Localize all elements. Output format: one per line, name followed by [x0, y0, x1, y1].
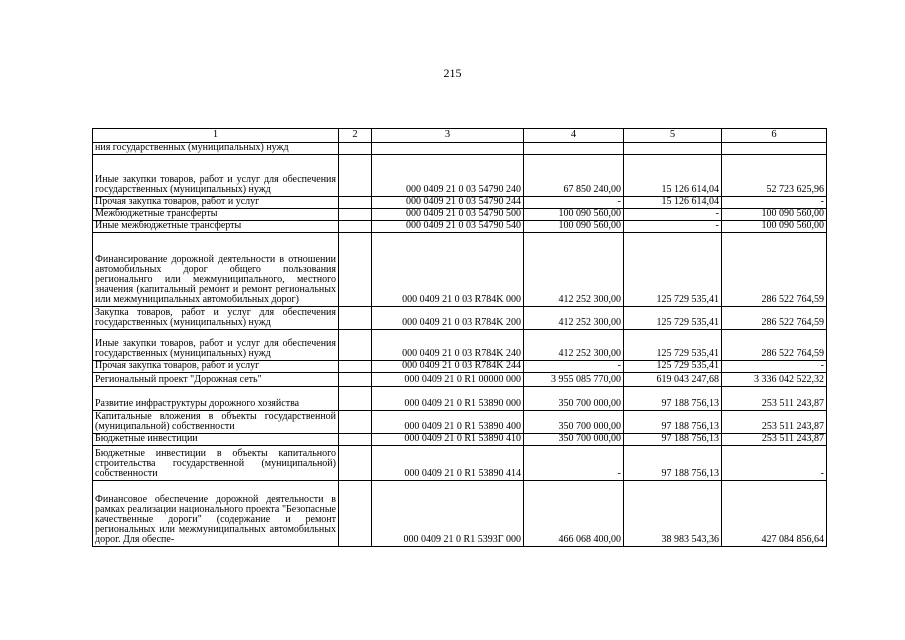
- row-col5-value: 125 729 535,41: [624, 233, 722, 307]
- row-column-2: [339, 197, 372, 209]
- row-column-2: [339, 387, 372, 411]
- row-column-2: [339, 330, 372, 361]
- table-row: [93, 307, 827, 330]
- row-col4-value: 67 850 240,00: [524, 155, 624, 197]
- row-column-2: [339, 481, 372, 547]
- row-col6-value: -: [722, 361, 827, 373]
- row-col5-value: 97 188 756,13: [624, 411, 722, 434]
- column-header: 4: [524, 129, 624, 143]
- row-budget-code: 000 0409 21 0 R1 5393Г 000: [372, 481, 524, 547]
- row-description: Бюджетные инвестиции: [93, 434, 339, 446]
- row-col4-value: 350 700 000,00: [524, 387, 624, 411]
- table-row: [93, 481, 827, 547]
- row-col4-value: [524, 143, 624, 155]
- row-col5-value: [624, 143, 722, 155]
- table-row: [93, 373, 827, 387]
- row-column-2: [339, 307, 372, 330]
- row-description: Иные закупки товаров, работ и услуг для обеспечения государственных (муниципальных) нужд: [93, 330, 339, 361]
- table-row: [93, 197, 827, 209]
- row-col5-value: -: [624, 209, 722, 221]
- row-col6-value: -: [722, 446, 827, 481]
- row-col6-value: 100 090 560,00: [722, 209, 827, 221]
- row-budget-code: 000 0409 21 0 03 R784K 240: [372, 330, 524, 361]
- row-budget-code: 000 0409 21 0 03 54790 540: [372, 221, 524, 233]
- table-row: [93, 155, 827, 197]
- row-col4-value: -: [524, 361, 624, 373]
- row-col4-value: -: [524, 446, 624, 481]
- budget-table: [92, 128, 827, 547]
- table-row: [93, 233, 827, 307]
- row-description: Капитальные вложения в объекты государственной (муниципальной) собственности: [93, 411, 339, 434]
- row-col6-value: -: [722, 197, 827, 209]
- row-col4-value: 100 090 560,00: [524, 209, 624, 221]
- table-row: [93, 361, 827, 373]
- row-col6-value: 100 090 560,00: [722, 221, 827, 233]
- row-description: Прочая закупка товаров, работ и услуг: [93, 361, 339, 373]
- table-row: [93, 221, 827, 233]
- row-column-2: [339, 221, 372, 233]
- row-budget-code: 000 0409 21 0 03 54790 240: [372, 155, 524, 197]
- row-description: Развитие инфраструктуры дорожного хозяйства: [93, 387, 339, 411]
- row-col6-value: 427 084 856,64: [722, 481, 827, 547]
- table-row: [93, 434, 827, 446]
- row-budget-code: 000 0409 21 0 R1 53890 414: [372, 446, 524, 481]
- row-col6-value: 52 723 625,96: [722, 155, 827, 197]
- table-row: [93, 387, 827, 411]
- row-col4-value: 350 700 000,00: [524, 434, 624, 446]
- column-header: 5: [624, 129, 722, 143]
- row-col6-value: 286 522 764,59: [722, 307, 827, 330]
- row-budget-code: 000 0409 21 0 R1 53890 000: [372, 387, 524, 411]
- row-budget-code: 000 0409 21 0 R1 53890 410: [372, 434, 524, 446]
- row-description: Закупка товаров, работ и услуг для обеспечения государственных (муниципальных) нужд: [93, 307, 339, 330]
- row-col6-value: 253 511 243,87: [722, 387, 827, 411]
- row-budget-code: [372, 143, 524, 155]
- row-col4-value: 412 252 300,00: [524, 307, 624, 330]
- table-header-row: [93, 129, 827, 143]
- table-row: [93, 330, 827, 361]
- row-description: Финансовое обеспечение дорожной деятельности в рамках реализации национального проекта "Безопасные качественные дороги" (содержание и ремонт региональных или межмуниципальных автомобильных дорог. Для обеспе-: [93, 481, 339, 547]
- column-header: 6: [722, 129, 827, 143]
- table-row: [93, 446, 827, 481]
- row-col6-value: 286 522 764,59: [722, 330, 827, 361]
- row-col4-value: 3 955 085 770,00: [524, 373, 624, 387]
- row-description: Финансирование дорожной деятельности в отношении автомобильных дорог общего пользования региональнго или межмуниципального, местного значения (капитальный ремонт и ремонт региональных или межмуниципальных автомобильных дорог): [93, 233, 339, 307]
- row-col5-value: 125 729 535,41: [624, 307, 722, 330]
- table-row: [93, 411, 827, 434]
- row-column-2: [339, 209, 372, 221]
- row-column-2: [339, 411, 372, 434]
- row-column-2: [339, 373, 372, 387]
- table-row: [93, 143, 827, 155]
- row-col5-value: 15 126 614,04: [624, 155, 722, 197]
- row-budget-code: 000 0409 21 0 03 54790 244: [372, 197, 524, 209]
- row-budget-code: 000 0409 21 0 R1 53890 400: [372, 411, 524, 434]
- row-col5-value: 125 729 535,41: [624, 330, 722, 361]
- row-description: Региональный проект "Дорожная сеть": [93, 373, 339, 387]
- row-col5-value: -: [624, 221, 722, 233]
- row-column-2: [339, 155, 372, 197]
- row-col4-value: 412 252 300,00: [524, 330, 624, 361]
- row-col4-value: 100 090 560,00: [524, 221, 624, 233]
- row-col5-value: 97 188 756,13: [624, 387, 722, 411]
- row-col6-value: 253 511 243,87: [722, 434, 827, 446]
- row-description: Прочая закупка товаров, работ и услуг: [93, 197, 339, 209]
- row-description: Межбюджетные трансферты: [93, 209, 339, 221]
- row-col4-value: 350 700 000,00: [524, 411, 624, 434]
- row-col6-value: 3 336 042 522,32: [722, 373, 827, 387]
- row-budget-code: 000 0409 21 0 03 R784K 200: [372, 307, 524, 330]
- row-description: Иные межбюджетные трансферты: [93, 221, 339, 233]
- row-col5-value: 38 983 543,36: [624, 481, 722, 547]
- table-row: [93, 209, 827, 221]
- row-column-2: [339, 233, 372, 307]
- row-column-2: [339, 446, 372, 481]
- row-budget-code: 000 0409 21 0 03 54790 500: [372, 209, 524, 221]
- row-description: Иные закупки товаров, работ и услуг для обеспечения государственных (муниципальных) нужд: [93, 155, 339, 197]
- row-description: ния государственных (муниципальных) нужд: [93, 143, 339, 155]
- column-header: 3: [372, 129, 524, 143]
- row-col4-value: 466 068 400,00: [524, 481, 624, 547]
- row-col5-value: 619 043 247,68: [624, 373, 722, 387]
- row-col6-value: 286 522 764,59: [722, 233, 827, 307]
- row-column-2: [339, 434, 372, 446]
- row-col4-value: -: [524, 197, 624, 209]
- page-number: 215: [443, 66, 462, 80]
- row-col5-value: 97 188 756,13: [624, 446, 722, 481]
- row-column-2: [339, 143, 372, 155]
- row-col4-value: 412 252 300,00: [524, 233, 624, 307]
- row-col6-value: [722, 143, 827, 155]
- row-col6-value: 253 511 243,87: [722, 411, 827, 434]
- row-col5-value: 97 188 756,13: [624, 434, 722, 446]
- row-col5-value: 125 729 535,41: [624, 361, 722, 373]
- row-budget-code: 000 0409 21 0 R1 00000 000: [372, 373, 524, 387]
- row-budget-code: 000 0409 21 0 03 R784K 244: [372, 361, 524, 373]
- column-header: 2: [339, 129, 372, 143]
- row-description: Бюджетные инвестиции в объекты капитального строительства государственной (муниципальной) собственности: [93, 446, 339, 481]
- row-budget-code: 000 0409 21 0 03 R784K 000: [372, 233, 524, 307]
- row-column-2: [339, 361, 372, 373]
- column-header: 1: [93, 129, 339, 143]
- row-col5-value: 15 126 614,04: [624, 197, 722, 209]
